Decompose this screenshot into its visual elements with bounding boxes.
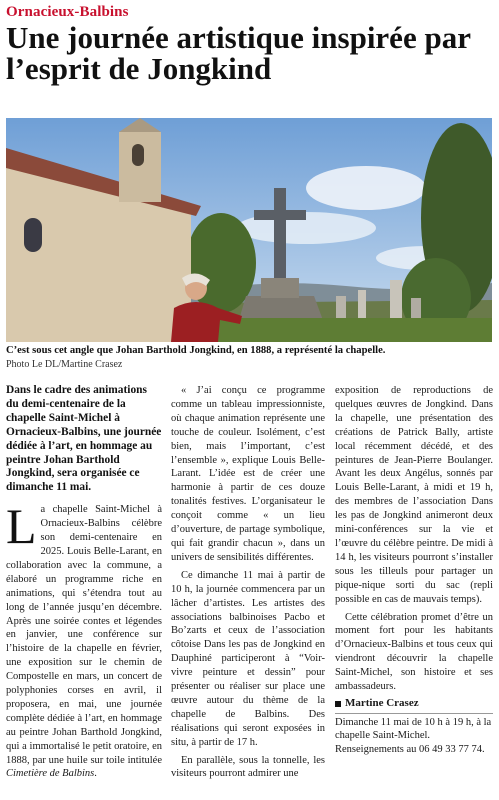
chapel-photo-illustration xyxy=(6,118,492,342)
painting-title: Cimetière de Balbins xyxy=(6,768,95,780)
paragraph-conclusion: Cette célébration promet d’être un moment fort pour les habitants d’Ornacieux-Balbins et tous ceux qui viendront découvrir la chapelle Saint-Michel, son histoire et ses ambassadeurs. xyxy=(335,611,493,693)
drop-cap: L xyxy=(6,498,37,555)
paragraph-parallel: En parallèle, sous la tonnelle, les visiteurs pourront admirer une xyxy=(171,754,325,780)
paragraph-program: Ce dimanche 11 mai à partir de 10 h, la journée commencera par un lâcher d’artistes. Les artistes des associations balbinoises Pacbo et Bo’zarts et ceux de l’association côtoise Dans les pas de Jongkind en Dauphiné participeront à “Voir-vivre peinture et dessin” pour présenter ou réaliser sur place une œuvre autour du thème de la chapelle de Balbins. Des réalisations qui seront exposées in situ, à partir de 17 h. xyxy=(171,569,325,748)
photo-caption: C’est sous cet angle que Johan Barthold Jongkind, en 1888, a représenté la chapelle. xyxy=(6,345,386,356)
author-name: Martine Crasez xyxy=(345,696,419,709)
paragraph-quote: « J’ai conçu ce programme comme un tableau impressionniste, où chaque animation représente une touche de couleur. Isolément, c’est bien, mais l’important, c’est l’ensemble », explique Louis Belle-Larant. L’idée est de créer une harmonie à partir de ces douze tonalités festives. L’organisateur le conçoit comme « un lieu d’ouverture, de partage symbolique, qui fait grandir chacun », dans un univers de sensibilités différentes. xyxy=(171,385,325,563)
section-kicker: Ornacieux-Balbins xyxy=(6,4,129,20)
column-2 xyxy=(171,384,325,781)
practical-info: Dimanche 11 mai de 10 h à 19 h, à la chapelle Saint-Michel. Renseignements au 06 49 33 77 74. xyxy=(335,713,493,757)
article-standfirst: Dans le cadre des animations du demi-centenaire de la chapelle Saint-Michel à Ornacieux-Balbins, une journée dédiée à l’art, en hommage au peintre Johan Barthold Jongkind, sera organisée ce dimanche 11 mai. xyxy=(6,384,162,494)
author-byline xyxy=(335,697,493,711)
lead-paragraph xyxy=(6,498,162,781)
column-3 xyxy=(335,384,493,757)
photo-credit: Photo Le DL/Martine Crasez xyxy=(6,359,123,370)
byline-square-icon xyxy=(335,701,341,707)
paragraph-parallel-continued: exposition de reproductions de quelques œuvres de Jongkind. Dans la chapelle, une présentation des créations de Patrick Bally, artiste local récemment décédé, et des peintures de Jean-Pierre Boulanger. Avant les deux Angélus, sonnés par Louis Belle-Larant, à midi et 19 h, des membres de l’association Dans les pas de Jongkind animeront deux mini-conférences sur la vie et l’œuvre du célèbre peintre. De midi à 14 h, les visiteurs pourront s’installer sous les tilleuls pour partager un pique-nique sorti du sac (repli possible en cas de mauvais temps). xyxy=(335,385,493,605)
column-1 xyxy=(6,384,162,781)
lead-text: a chapelle Saint-Michel à Ornacieux-Balbins célèbre son demi-centenaire en 2025. Louis Belle-Larant, en collaboration avec la commune, a élaboré un programme riche en animations, qui s’étendra tout au long de l’année jusqu’en décembre. Après une soirée contes et légendes en janvier, une conférence sur l’histoire de la chapelle en février, une exposition sur le chemin de Compostelle en mars, un concert de polyphonies corses en avril, il proposera, en mai, une journée complète dédiée à l’art, en hommage au peintre Johan Barthold Jongkind, qui a immortalisé le petit oratoire, en 1888, par une huile sur toile intitulée xyxy=(6,504,162,766)
article-photo xyxy=(6,118,492,342)
article-headline: Une journée artistique inspirée par l’esprit de Jongkind xyxy=(6,20,471,86)
lead-text-end: . xyxy=(94,768,97,780)
